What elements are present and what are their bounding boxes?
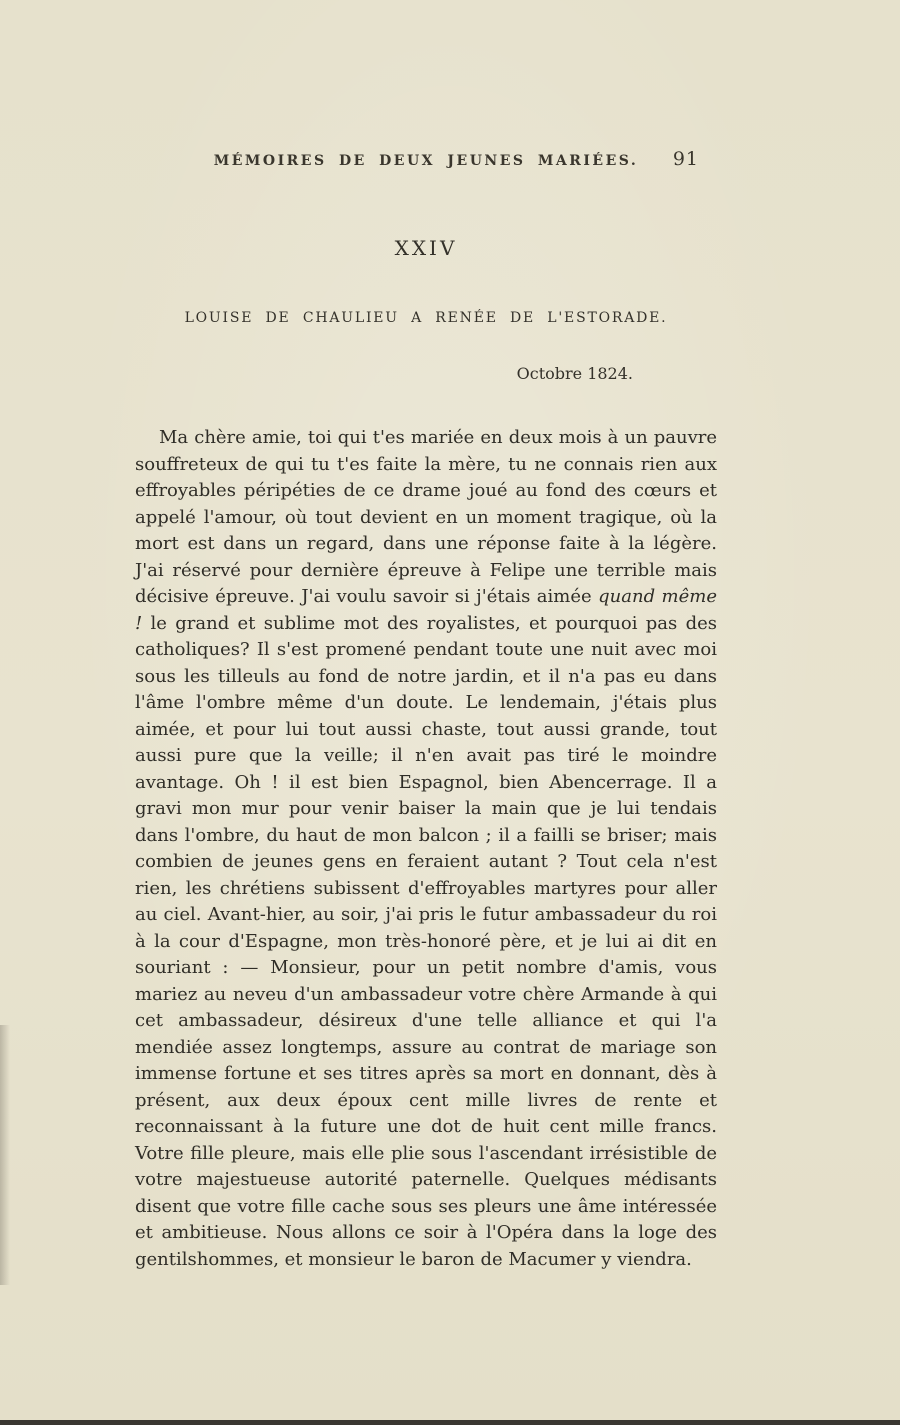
scan-shadow-artifact: [0, 1025, 10, 1285]
letter-body: [135, 425, 717, 1273]
chapter-number: XXIV: [394, 236, 458, 260]
letter-body-text-before-italic: Ma chère amie, toi qui t'es mariée en deux mois à un pauvre souffreteux de qui tu t'es faite la mère, tu ne connais rien aux effroyables péripéties de ce drame joué au fond des cœurs et appelé l'amour, où tout devient en un moment tragique, où la mort est dans un regard, dans une réponse faite à la légère. J'ai réservé pour dernière épreuve à Felipe une terrible mais décisive épreuve. J'ai voulu savoir si j'étais aimée: [135, 427, 717, 607]
page-header: [135, 150, 717, 170]
scan-edge-artifact: [0, 1420, 900, 1425]
running-title: MÉMOIRES DE DEUX JEUNES MARIÉES.: [213, 153, 639, 169]
letter-body-italic-phrase: quand même !: [135, 586, 718, 634]
dateline: Octobre 1824.: [516, 364, 633, 383]
letter-heading: LOUISE DE CHAULIEU A RENÉE DE L'ESTORADE.: [184, 310, 668, 326]
letter-body-text-after-italic: le grand et sublime mot des royalistes, et pourquoi pas des catholiques? Il s'est promené pendant toute une nuit avec moi sous les tilleuls au fond de notre jardin, et il n'a pas eu dans l'âme l'ombre même d'un doute. Le lendemain, j'étais plus aimée, et pour lui tout aussi chaste, tout aussi grande, tout aussi pure que la veille; il n'en avait pas tiré le moindre avantage. Oh ! il est bien Espagnol, bien Abencerrage. Il a gravi mon mur pour venir baiser la main que je lui tendais dans l'ombre, du haut de mon balcon ; il a failli se briser; mais combien de jeunes gens en feraient autant ? Tout cela n'est rien, les chrétiens subissent d'effroyables martyres pour aller au ciel. Avant-hier, au soir, j'ai pris le futur ambassadeur du roi à la cour d'Espagne, mon très-honoré père, et je lui ai dit en souriant : — Monsieur, pour un petit nombre d'amis, vous mariez au neveu d'un ambassadeur votre chère Armande à qui cet ambassadeur, désireux d'une telle alliance et qui l'a mendiée assez longtemps, assure au contrat de mariage son immense fortune et ses titres après sa mort en donnant, dès à présent, aux deux époux cent mille livres de rente et reconnaissant à la future une dot de huit cent mille francs. Votre fille pleure, mais elle plie sous l'ascendant irrésistible de votre majestueuse autorité paternelle. Quelques médisants disent que votre fille cache sous ses pleurs une âme intéressée et ambitieuse. Nous allons ce soir à l'Opéra dans la loge des gentilshommes, et monsieur le baron de Macumer y viendra.: [135, 612, 717, 1270]
page-number: 91: [672, 148, 699, 170]
text-block: [135, 0, 717, 1273]
